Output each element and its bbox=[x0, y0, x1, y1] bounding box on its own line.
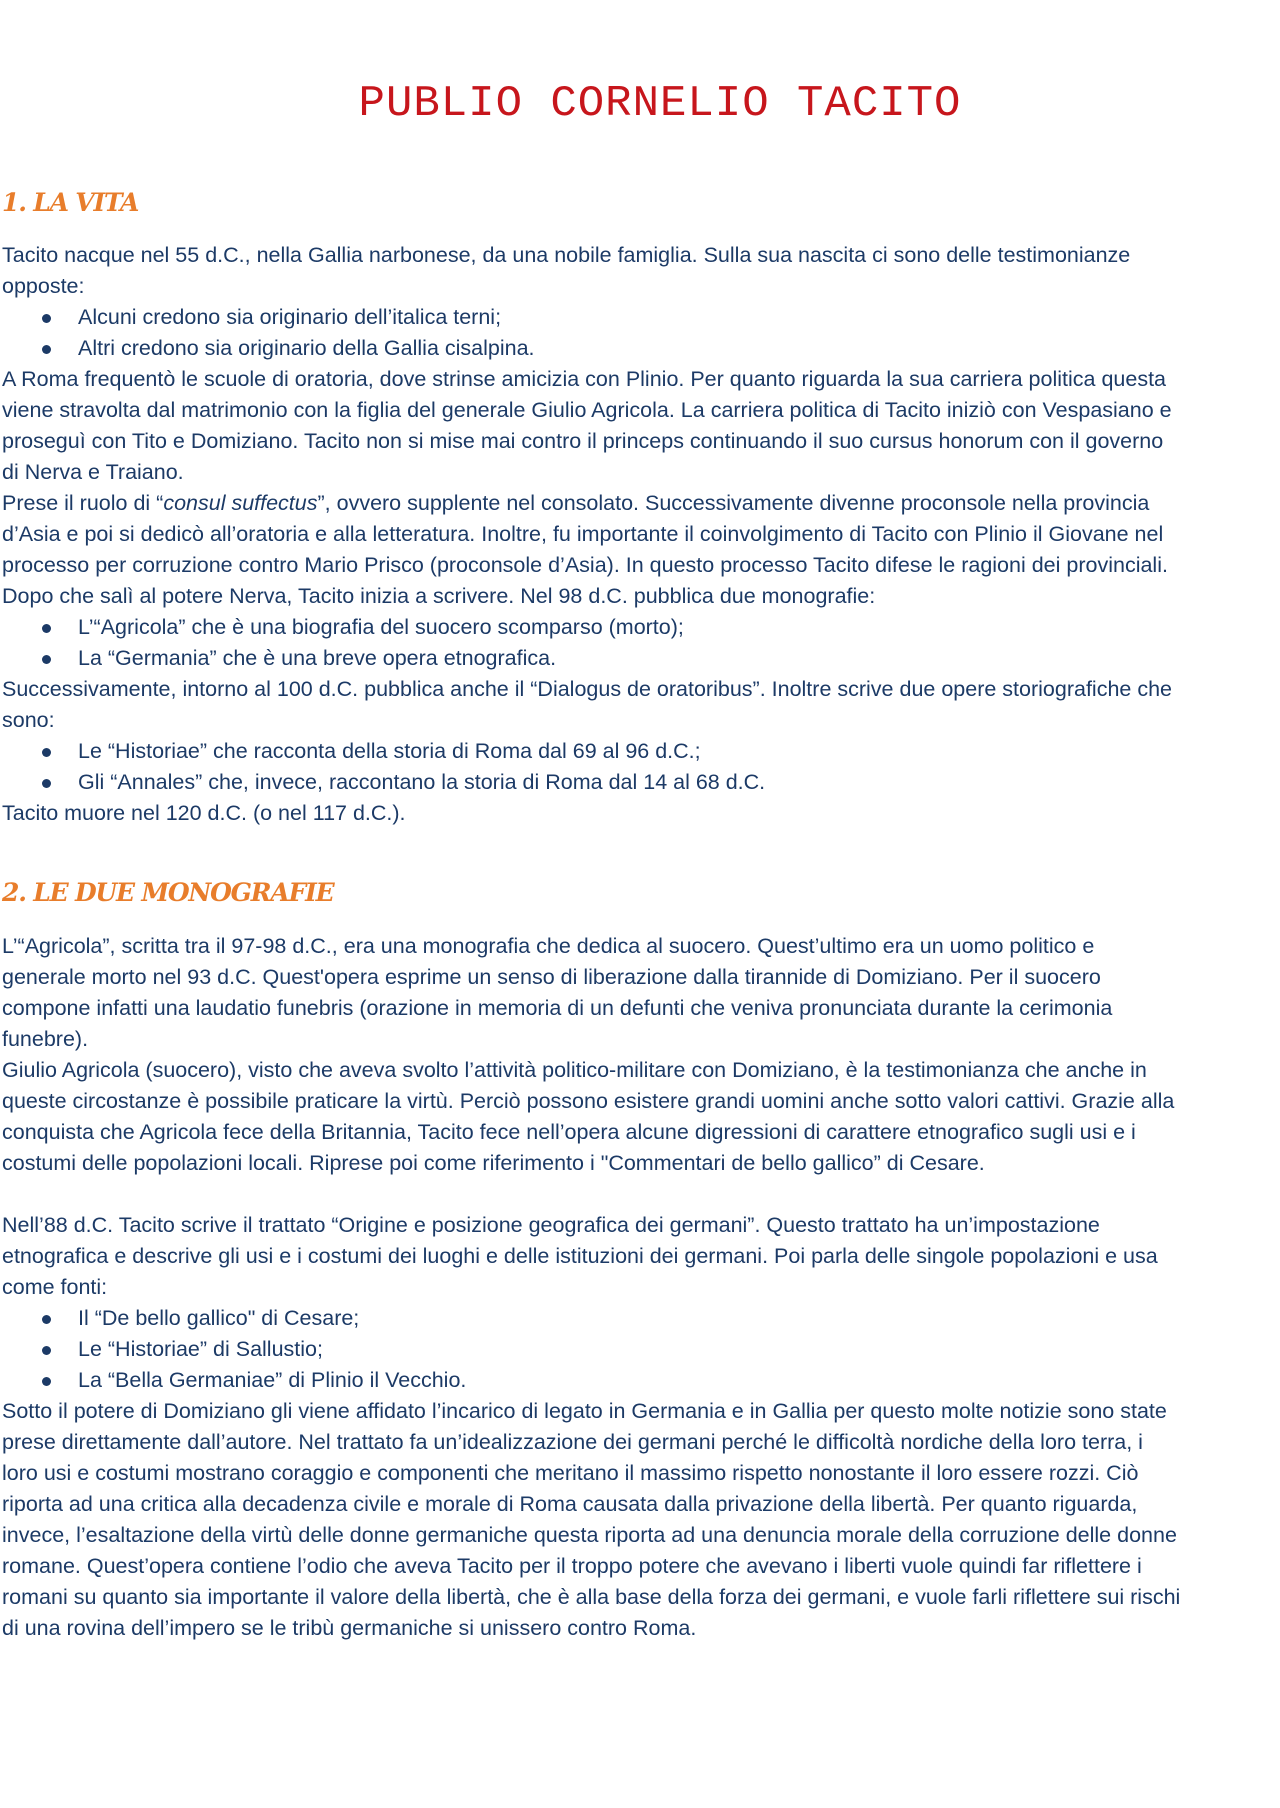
bullet-icon bbox=[42, 1346, 51, 1355]
bullet-icon bbox=[42, 748, 51, 757]
bullet-icon bbox=[42, 655, 51, 664]
bullet-icon bbox=[42, 624, 51, 633]
text-line: processo per corruzione contro Mario Prisco (proconsole d’Asia). In questo processo Tacito difese le ragioni dei provinciali. bbox=[2, 553, 1168, 577]
list-item-text: Il “De bello gallico" di Cesare; bbox=[78, 1306, 360, 1330]
list-item bbox=[2, 736, 1280, 767]
text-line: costumi delle popolazioni locali. Riprese poi come riferimento i "Commentari de bello gallico” di Cesare. bbox=[2, 1151, 985, 1175]
list-item bbox=[2, 333, 1280, 364]
text-line: loro usi e costumi mostrano coraggio e componenti che meritano il massimo rispetto nonostante il loro essere rozzi. Ciò bbox=[2, 1461, 1139, 1485]
list-item bbox=[2, 643, 1280, 674]
text-fragment: Prese il ruolo di “ bbox=[2, 491, 164, 515]
bullet-icon bbox=[42, 1377, 51, 1386]
text-line: come fonti: bbox=[2, 1275, 108, 1299]
text-line: Successivamente, intorno al 100 d.C. pubblica anche il “Dialogus de oratoribus”. Inoltre scrive due opere storiografiche che bbox=[2, 677, 1172, 701]
section-body-monografie bbox=[2, 931, 1280, 1644]
list-item bbox=[2, 1334, 1280, 1365]
text-line: d’Asia e poi si dedicò all’oratoria e alla letteratura. Inoltre, fu importante il coinvolgimento di Tacito con Plinio il Giovane nel bbox=[2, 522, 1164, 546]
list-item-text: Le “Historiae” che racconta della storia di Roma dal 69 al 96 d.C.; bbox=[78, 739, 701, 763]
text-line: di una rovina dell’impero se le tribù germaniche si unissero contro Roma. bbox=[2, 1616, 697, 1640]
text-line: Sotto il potere di Domiziano gli viene affidato l’incarico di legato in Germania e in Gallia per questo molte notizie sono state bbox=[2, 1399, 1167, 1423]
list-item bbox=[2, 612, 1280, 643]
text-line: Giulio Agricola (suocero), visto che aveva svolto l’attività politico-militare con Domiziano, è la testimonianza che anche in bbox=[2, 1058, 1147, 1082]
section-body-vita bbox=[2, 240, 1280, 829]
list-item-text: La “Bella Germaniae” di Plinio il Vecchio. bbox=[78, 1368, 467, 1392]
bullet-icon bbox=[42, 314, 51, 323]
text-line: etnografica e descrive gli usi e i costumi dei luoghi e delle istituzioni dei germani. Poi parla delle singole popolazioni e usa bbox=[2, 1244, 1158, 1268]
section-heading-vita: 1. LA VITA bbox=[2, 188, 139, 217]
list-item-text: Alcuni credono sia originario dell’italica terni; bbox=[78, 305, 502, 329]
text-line: romane. Quest’opera contiene l’odio che aveva Tacito per il troppo potere che avevano i liberti vuole quindi far riflettere i bbox=[2, 1554, 1142, 1578]
text-line: viene stravolta dal matrimonio con la figlia del generale Giulio Agricola. La carriera politica di Tacito iniziò con Vespasiano e bbox=[2, 398, 1172, 422]
list-item bbox=[2, 1365, 1280, 1396]
page-title: PUBLIO CORNELIO TACITO bbox=[358, 79, 962, 129]
text-line: Dopo che salì al potere Nerva, Tacito inizia a scrivere. Nel 98 d.C. pubblica due monografie: bbox=[2, 584, 876, 608]
bullet-icon bbox=[42, 1315, 51, 1324]
list-item-text: L’“Agricola” che è una biografia del suocero scomparso (morto); bbox=[78, 615, 684, 639]
list-item-text: Gli “Annales” che, invece, raccontano la storia di Roma dal 14 al 68 d.C. bbox=[78, 770, 766, 794]
text-line bbox=[2, 488, 1280, 519]
text-line: invece, l’esaltazione della virtù delle donne germaniche questa riporta ad una denuncia morale della corruzione delle donne bbox=[2, 1523, 1177, 1547]
list-item bbox=[2, 302, 1280, 333]
text-line: compone infatti una laudatio funebris (orazione in memoria di un defunti che veniva pronunciata durante la cerimonia bbox=[2, 996, 1113, 1020]
text-line: proseguì con Tito e Domiziano. Tacito non si mise mai contro il princeps continuando il suo cursus honorum con il governo bbox=[2, 429, 1164, 453]
bullet-icon bbox=[42, 345, 51, 354]
text-line: Tacito muore nel 120 d.C. (o nel 117 d.C.). bbox=[2, 801, 406, 825]
text-line: generale morto nel 93 d.C. Quest'opera esprime un senso di liberazione dalla tirannide di Domiziano. Per il suocero bbox=[2, 965, 1101, 989]
blank-line bbox=[2, 1179, 1280, 1210]
list-item-text: Le “Historiae” di Sallustio; bbox=[78, 1337, 323, 1361]
text-line: A Roma frequentò le scuole di oratoria, dove strinse amicizia con Plinio. Per quanto riguarda la sua carriera politica questa bbox=[2, 367, 1167, 391]
list-item-text: Altri credono sia originario della Gallia cisalpina. bbox=[78, 336, 535, 360]
text-line: L’“Agricola”, scritta tra il 97-98 d.C., era una monografia che dedica al suocero. Quest’ultimo era un uomo politico e bbox=[2, 934, 1095, 958]
text-line: di Nerva e Traiano. bbox=[2, 460, 184, 484]
text-line: riporta ad una critica alla decadenza civile e morale di Roma causata dalla privazione della libertà. Per quanto riguarda, bbox=[2, 1492, 1138, 1516]
text-line: sono: bbox=[2, 708, 55, 732]
italic-term: consul suffectus bbox=[163, 491, 318, 515]
list-item-text: La “Germania” che è una breve opera etnografica. bbox=[78, 646, 557, 670]
text-fragment: ”, ovvero supplente nel consolato. Successivamente divenne proconsole nella provincia bbox=[317, 491, 1150, 515]
text-line: conquista che Agricola fece della Britannia, Tacito fece nell’opera alcune digressioni di carattere etnografico sugli usi e i bbox=[2, 1120, 1136, 1144]
text-line: Tacito nacque nel 55 d.C., nella Gallia narbonese, da una nobile famiglia. Sulla sua nascita ci sono delle testimonianze bbox=[2, 243, 1131, 267]
list-item bbox=[2, 1303, 1280, 1334]
bullet-icon bbox=[42, 779, 51, 788]
section-heading-monografie: 2. LE DUE MONOGRAFIE bbox=[2, 878, 334, 907]
list-item bbox=[2, 767, 1280, 798]
text-line: funebre). bbox=[2, 1027, 89, 1051]
text-line: queste circostanze è possibile praticare la virtù. Perciò possono esistere grandi uomini anche sotto valori cattivi. Grazie alla bbox=[2, 1089, 1175, 1113]
text-line: romani su quanto sia importante il valore della libertà, che è alla base della forza dei germani, e vuole farli riflettere sui rischi bbox=[2, 1585, 1181, 1609]
text-line: Nell’88 d.C. Tacito scrive il trattato “Origine e posizione geografica dei germani”. Questo trattato ha un’impostazione bbox=[2, 1213, 1100, 1237]
text-line: opposte: bbox=[2, 274, 85, 298]
text-line: prese direttamente dall’autore. Nel trattato fa un’idealizzazione dei germani perché le difficoltà nordiche della loro terra, i bbox=[2, 1430, 1143, 1454]
